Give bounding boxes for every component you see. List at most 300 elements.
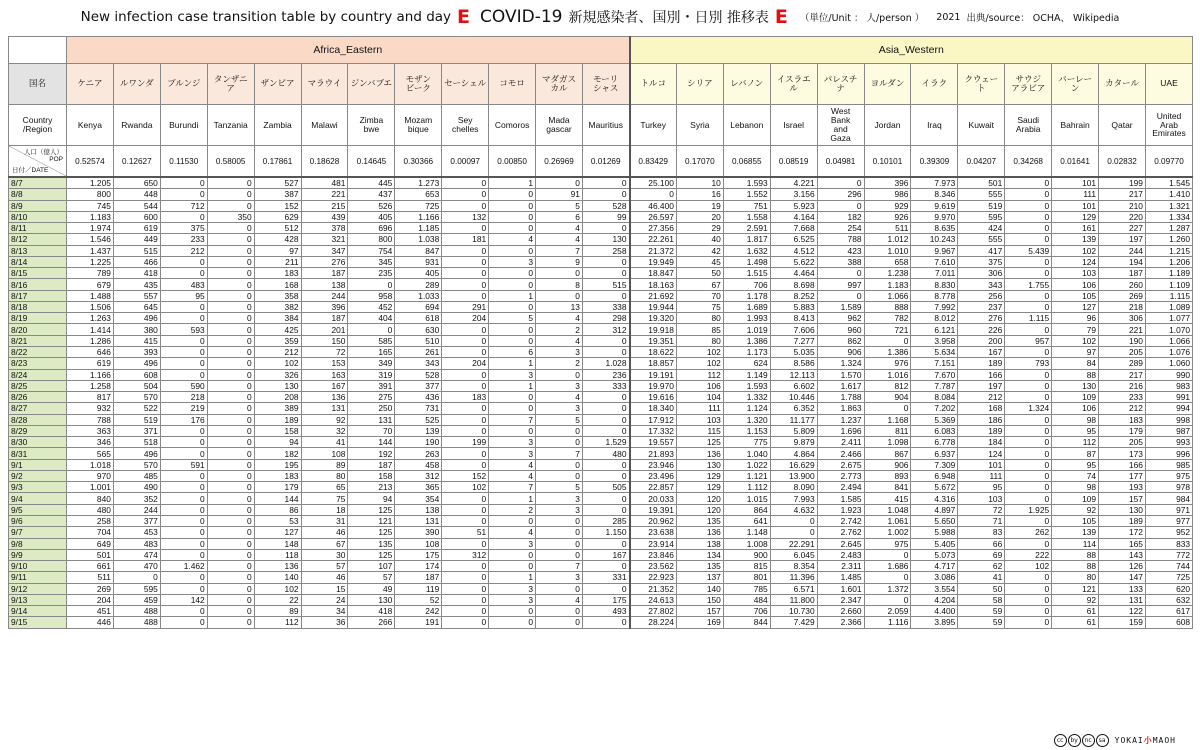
data-cell: 106	[1052, 279, 1099, 290]
data-cell: 0	[348, 324, 395, 335]
col-en-name: Malawi	[301, 105, 348, 146]
data-cell: 1.974	[67, 223, 114, 234]
data-cell: 437	[348, 189, 395, 200]
data-cell: 641	[723, 515, 770, 526]
data-cell: 120	[676, 504, 723, 515]
data-cell: 0	[536, 606, 583, 617]
data-cell: 354	[395, 493, 442, 504]
data-cell: 8.346	[911, 189, 958, 200]
data-cell: 800	[67, 189, 114, 200]
data-cell: 0	[489, 279, 536, 290]
data-cell: 0	[160, 211, 207, 222]
data-cell: 4.400	[911, 606, 958, 617]
data-cell: 624	[723, 358, 770, 369]
col-population: 0.17861	[254, 146, 301, 178]
data-cell: 312	[395, 470, 442, 481]
data-cell: 102	[676, 358, 723, 369]
data-cell: 377	[395, 380, 442, 391]
data-cell: 27.802	[630, 606, 677, 617]
data-cell: 1.183	[67, 211, 114, 222]
data-cell: 0	[1005, 234, 1052, 245]
row-date: 8/14	[9, 256, 67, 267]
pop-top-label: 人口（億人）	[24, 149, 63, 156]
data-cell: 1.498	[723, 256, 770, 267]
data-cell: 74	[1052, 470, 1099, 481]
data-cell: 396	[864, 177, 911, 189]
data-cell: 1.570	[817, 369, 864, 380]
data-cell: 0	[207, 549, 254, 560]
data-cell: 811	[864, 425, 911, 436]
table-row	[9, 538, 1193, 549]
data-cell: 115	[676, 425, 723, 436]
data-cell: 522	[113, 403, 160, 414]
table-row	[9, 403, 1193, 414]
data-cell: 0	[442, 268, 489, 279]
data-cell: 1.923	[817, 504, 864, 515]
data-cell: 5	[536, 414, 583, 425]
data-cell: 0	[442, 538, 489, 549]
data-cell: 105	[1052, 515, 1099, 526]
data-cell: 0	[1005, 189, 1052, 200]
data-cell: 518	[113, 437, 160, 448]
col-en-name: Saudi Arabia	[1005, 105, 1052, 146]
data-cell: 424	[958, 223, 1005, 234]
data-cell: 205	[1099, 346, 1146, 357]
table-row	[9, 313, 1193, 324]
data-cell: 528	[582, 200, 629, 211]
data-cell: 0	[160, 583, 207, 594]
data-cell: 496	[113, 448, 160, 459]
data-cell: 5	[536, 200, 583, 211]
data-cell: 970	[67, 470, 114, 481]
data-cell: 108	[395, 538, 442, 549]
data-cell: 0	[582, 346, 629, 357]
data-cell: 445	[348, 177, 395, 189]
data-cell: 67	[301, 538, 348, 549]
data-cell: 840	[67, 493, 114, 504]
data-cell: 165	[1099, 538, 1146, 549]
data-cell: 4	[489, 527, 536, 538]
data-cell: 235	[348, 268, 395, 279]
data-cell: 632	[1145, 594, 1192, 605]
data-cell: 125	[348, 504, 395, 515]
data-cell: 653	[395, 189, 442, 200]
jp-label-cell: 国名	[9, 64, 67, 105]
data-cell: 378	[301, 223, 348, 234]
data-cell: 4	[489, 459, 536, 470]
data-cell: 952	[1145, 527, 1192, 538]
data-cell: 0	[207, 572, 254, 583]
col-jp-name: ブルンジ	[160, 64, 207, 105]
data-cell: 144	[254, 493, 301, 504]
data-cell: 1.689	[723, 301, 770, 312]
data-cell: 57	[348, 572, 395, 583]
data-cell: 1.386	[723, 335, 770, 346]
data-cell: 496	[113, 313, 160, 324]
data-cell: 2.660	[817, 606, 864, 617]
data-cell: 1.545	[1145, 177, 1192, 189]
data-cell: 0	[160, 493, 207, 504]
data-cell: 0	[207, 414, 254, 425]
data-cell: 220	[1099, 211, 1146, 222]
data-cell: 1.215	[1145, 245, 1192, 256]
data-cell: 184	[958, 437, 1005, 448]
data-cell: 212	[958, 392, 1005, 403]
data-cell: 21.372	[630, 245, 677, 256]
data-cell: 7.606	[770, 324, 817, 335]
data-cell: 650	[113, 177, 160, 189]
col-population: 0.30366	[395, 146, 442, 178]
data-cell: 405	[395, 268, 442, 279]
col-population: 0.01641	[1052, 146, 1099, 178]
data-cell: 590	[160, 380, 207, 391]
title-japanese: 新規感染者、国別・日別 推移表	[568, 10, 769, 26]
col-jp-name: イスラエル	[770, 64, 817, 105]
table-row	[9, 380, 1193, 391]
data-cell: 306	[1099, 313, 1146, 324]
col-en-name: Iraq	[911, 105, 958, 146]
data-cell: 996	[1145, 448, 1192, 459]
data-cell: 998	[1145, 414, 1192, 425]
data-cell: 29	[676, 223, 723, 234]
data-cell: 0	[864, 335, 911, 346]
data-cell: 204	[67, 594, 114, 605]
data-cell: 19.351	[630, 335, 677, 346]
data-cell: 436	[395, 392, 442, 403]
data-cell: 71	[958, 515, 1005, 526]
data-cell: 19	[676, 200, 723, 211]
data-cell: 0	[582, 223, 629, 234]
data-cell: 470	[113, 561, 160, 572]
data-cell: 1.001	[67, 482, 114, 493]
data-cell: 0	[1005, 515, 1052, 526]
data-cell: 104	[676, 392, 723, 403]
data-cell: 1.324	[1005, 403, 1052, 414]
data-cell: 0	[207, 583, 254, 594]
data-cell: 6.525	[770, 234, 817, 245]
data-cell: 0	[536, 177, 583, 189]
data-cell: 0	[489, 606, 536, 617]
data-cell: 0	[1005, 177, 1052, 189]
col-en-name: Qatar	[1099, 105, 1146, 146]
data-cell: 0	[817, 268, 864, 279]
data-cell: 512	[254, 223, 301, 234]
col-jp-name: ルワンダ	[113, 64, 160, 105]
data-cell: 84	[1052, 358, 1099, 369]
data-cell: 1.205	[67, 177, 114, 189]
data-cell: 0	[160, 504, 207, 515]
data-cell: 147	[1099, 572, 1146, 583]
data-cell: 266	[348, 617, 395, 628]
data-cell: 75	[301, 493, 348, 504]
data-cell: 5.650	[911, 515, 958, 526]
data-cell: 0	[1005, 594, 1052, 605]
data-cell: 150	[301, 335, 348, 346]
data-cell: 0	[489, 549, 536, 560]
logo-mid: 小	[1143, 735, 1153, 745]
data-cell: 96	[1052, 313, 1099, 324]
data-cell: 0	[348, 279, 395, 290]
data-cell: 130	[348, 594, 395, 605]
data-cell: 21.352	[630, 583, 677, 594]
table-row	[9, 177, 1193, 189]
data-cell: 418	[348, 606, 395, 617]
table-row	[9, 425, 1193, 436]
data-cell: 131	[1099, 594, 1146, 605]
data-cell: 0	[582, 392, 629, 403]
table-row	[9, 515, 1193, 526]
data-cell: 7.202	[911, 403, 958, 414]
data-cell: 6.937	[911, 448, 958, 459]
data-cell: 390	[395, 527, 442, 538]
data-cell: 6.352	[770, 403, 817, 414]
data-cell: 306	[958, 268, 1005, 279]
data-cell: 7.973	[911, 177, 958, 189]
data-cell: 1.321	[1145, 200, 1192, 211]
data-cell: 3	[489, 583, 536, 594]
data-cell: 256	[958, 290, 1005, 301]
data-cell: 5.672	[911, 482, 958, 493]
col-population: 0.52574	[67, 146, 114, 178]
data-cell: 5.634	[911, 346, 958, 357]
table-row	[9, 572, 1193, 583]
data-cell: 0	[207, 617, 254, 628]
data-cell: 0	[536, 459, 583, 470]
data-cell: 0	[536, 290, 583, 301]
row-date: 9/8	[9, 538, 67, 549]
row-date: 9/15	[9, 617, 67, 628]
data-cell: 97	[1052, 346, 1099, 357]
data-cell: 275	[348, 392, 395, 403]
data-cell: 1.589	[817, 301, 864, 312]
table-row	[9, 223, 1193, 234]
data-cell: 706	[723, 606, 770, 617]
en-label-cell: Country /Region	[9, 105, 67, 146]
data-cell: 0	[1005, 346, 1052, 357]
data-cell: 393	[113, 346, 160, 357]
data-cell: 226	[958, 324, 1005, 335]
data-cell: 510	[395, 335, 442, 346]
data-cell: 173	[1099, 448, 1146, 459]
data-cell: 1.018	[67, 459, 114, 470]
data-cell: 645	[113, 301, 160, 312]
data-cell: 0	[207, 200, 254, 211]
data-cell: 731	[395, 403, 442, 414]
data-cell: 0	[536, 538, 583, 549]
data-cell: 0	[160, 268, 207, 279]
data-cell: 168	[254, 279, 301, 290]
data-cell: 0	[160, 177, 207, 189]
data-cell: 0	[160, 482, 207, 493]
data-cell: 219	[160, 403, 207, 414]
data-cell: 0	[582, 403, 629, 414]
data-cell: 453	[113, 527, 160, 538]
data-cell: 6.045	[770, 549, 817, 560]
data-cell: 595	[113, 583, 160, 594]
data-cell: 285	[582, 515, 629, 526]
col-jp-name: ケニア	[67, 64, 114, 105]
data-cell: 3	[536, 493, 583, 504]
data-cell: 130	[1099, 504, 1146, 515]
data-cell: 130	[676, 459, 723, 470]
data-cell: 80	[676, 335, 723, 346]
data-cell: 1.060	[1145, 358, 1192, 369]
data-cell: 772	[1145, 549, 1192, 560]
data-cell: 138	[301, 279, 348, 290]
col-en-name: Kuwait	[958, 105, 1005, 146]
data-cell: 4	[536, 313, 583, 324]
data-cell: 211	[254, 256, 301, 267]
data-cell: 0	[582, 177, 629, 189]
data-cell: 194	[1099, 256, 1146, 267]
data-cell: 608	[1145, 617, 1192, 628]
data-cell: 190	[1099, 335, 1146, 346]
region-asia-western: Asia_Western	[630, 37, 1193, 64]
data-cell: 139	[395, 425, 442, 436]
data-cell: 0	[207, 177, 254, 189]
data-cell: 143	[1099, 549, 1146, 560]
data-cell: 3	[536, 380, 583, 391]
data-cell: 70	[348, 425, 395, 436]
data-cell: 6.083	[911, 425, 958, 436]
data-cell: 331	[582, 572, 629, 583]
data-cell: 788	[67, 414, 114, 425]
data-cell: 725	[1145, 572, 1192, 583]
data-cell: 102	[1005, 561, 1052, 572]
data-cell: 131	[395, 515, 442, 526]
row-date: 9/5	[9, 504, 67, 515]
data-cell: 0	[207, 223, 254, 234]
data-cell: 0	[207, 324, 254, 335]
data-cell: 187	[395, 572, 442, 583]
data-cell: 7	[536, 561, 583, 572]
data-cell: 16	[676, 189, 723, 200]
data-cell: 511	[67, 572, 114, 583]
data-cell: 7.670	[911, 369, 958, 380]
table-row	[9, 256, 1193, 267]
data-cell: 931	[395, 256, 442, 267]
data-cell: 190	[395, 437, 442, 448]
row-date: 8/10	[9, 211, 67, 222]
data-cell: 0	[489, 245, 536, 256]
data-cell: 1.150	[582, 527, 629, 538]
data-cell: 6.948	[911, 470, 958, 481]
data-cell: 0	[442, 515, 489, 526]
data-cell: 179	[254, 482, 301, 493]
data-cell: 106	[1052, 403, 1099, 414]
data-cell: 525	[395, 414, 442, 425]
data-cell: 23.562	[630, 561, 677, 572]
data-cell: 312	[442, 549, 489, 560]
data-cell: 20	[676, 211, 723, 222]
row-date: 9/1	[9, 459, 67, 470]
data-cell: 0	[442, 177, 489, 189]
data-cell: 3.895	[911, 617, 958, 628]
data-cell: 448	[113, 189, 160, 200]
data-cell: 0	[207, 561, 254, 572]
data-cell: 985	[1145, 459, 1192, 470]
row-date: 8/23	[9, 358, 67, 369]
data-cell: 291	[442, 301, 489, 312]
data-cell: 0	[536, 617, 583, 628]
data-cell: 169	[676, 617, 723, 628]
data-cell: 1.076	[1145, 346, 1192, 357]
data-cell: 70	[676, 290, 723, 301]
data-cell: 788	[817, 234, 864, 245]
data-cell: 189	[958, 358, 1005, 369]
data-cell: 694	[395, 301, 442, 312]
data-cell: 1	[489, 290, 536, 301]
data-cell: 167	[958, 346, 1005, 357]
data-cell: 658	[864, 256, 911, 267]
data-cell: 8.413	[770, 313, 817, 324]
data-cell: 488	[113, 617, 160, 628]
data-cell: 107	[348, 561, 395, 572]
data-cell: 17.912	[630, 414, 677, 425]
data-cell: 1.263	[67, 313, 114, 324]
data-cell: 22.261	[630, 234, 677, 245]
data-cell: 217	[1099, 189, 1146, 200]
col-en-name: Syria	[676, 105, 723, 146]
data-cell: 1.148	[723, 527, 770, 538]
row-date: 8/21	[9, 335, 67, 346]
col-jp-name: パレスチナ	[817, 64, 864, 105]
data-cell: 263	[395, 448, 442, 459]
data-cell: 67	[676, 279, 723, 290]
data-cell: 396	[301, 301, 348, 312]
nc-icon: nc	[1082, 734, 1095, 747]
data-cell: 0	[489, 617, 536, 628]
data-cell: 19.616	[630, 392, 677, 403]
data-cell: 51	[442, 527, 489, 538]
col-jp-name: モザン ビーク	[395, 64, 442, 105]
data-cell: 0	[207, 493, 254, 504]
data-cell: 2.466	[817, 448, 864, 459]
table-row	[9, 369, 1193, 380]
data-cell: 957	[1005, 335, 1052, 346]
data-cell: 9.619	[911, 200, 958, 211]
data-cell: 23.914	[630, 538, 677, 549]
data-cell: 2.411	[817, 437, 864, 448]
data-cell: 125	[348, 527, 395, 538]
data-cell: 544	[113, 200, 160, 211]
data-cell: 800	[348, 234, 395, 245]
data-cell: 977	[1145, 515, 1192, 526]
data-cell: 31	[301, 515, 348, 526]
data-cell: 1.178	[723, 290, 770, 301]
data-cell: 19.557	[630, 437, 677, 448]
data-cell: 1.115	[1145, 290, 1192, 301]
data-cell: 1	[489, 572, 536, 583]
data-cell: 208	[254, 392, 301, 403]
data-cell: 1.238	[864, 268, 911, 279]
data-cell: 13	[536, 301, 583, 312]
col-jp-name: セーシェル	[442, 64, 489, 105]
col-jp-name: タンザニア	[207, 64, 254, 105]
data-cell: 0	[207, 470, 254, 481]
data-cell: 0	[160, 538, 207, 549]
data-cell: 2.347	[817, 594, 864, 605]
data-cell: 906	[864, 459, 911, 470]
data-cell: 751	[723, 200, 770, 211]
data-cell: 121	[1052, 583, 1099, 594]
data-cell: 0	[582, 493, 629, 504]
data-cell: 2.742	[817, 515, 864, 526]
data-cell: 483	[113, 538, 160, 549]
title-e-mark: E	[457, 6, 471, 28]
data-cell: 7.429	[770, 617, 817, 628]
data-cell: 148	[254, 538, 301, 549]
